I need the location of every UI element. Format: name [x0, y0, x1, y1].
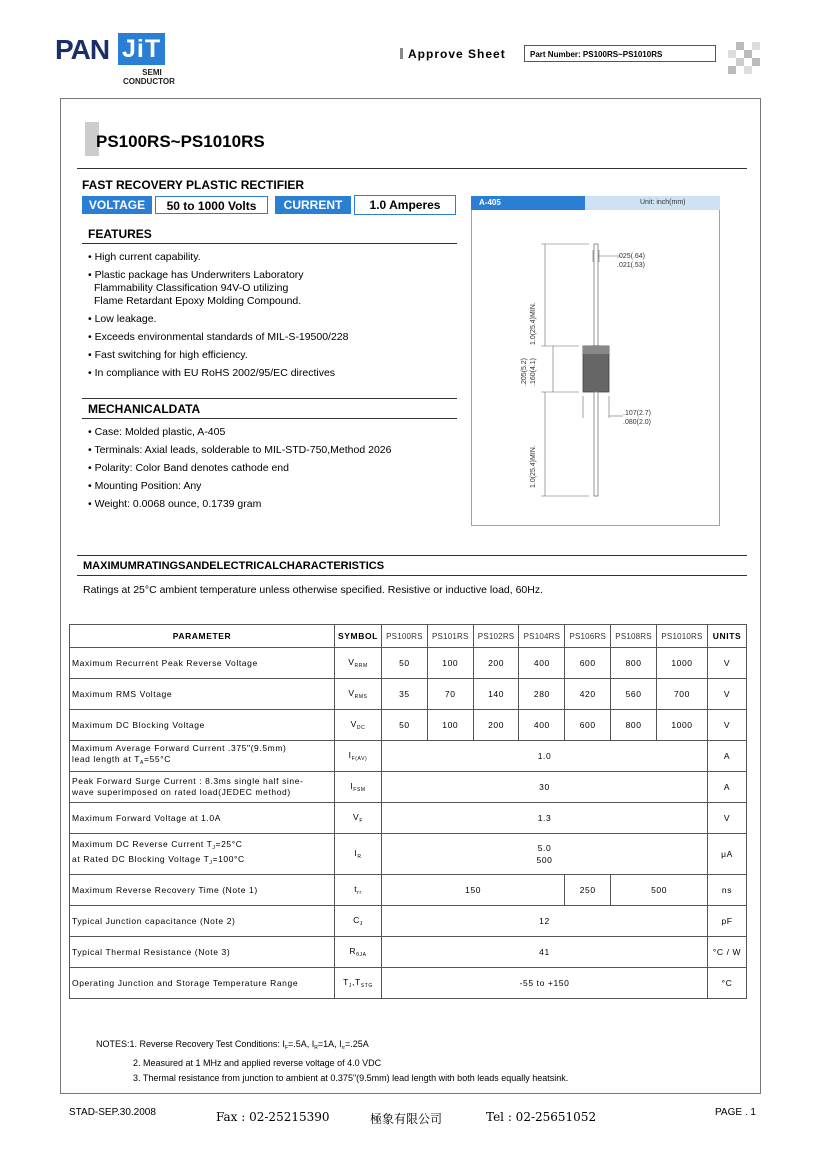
part-number-box: [524, 45, 716, 62]
col-part: PS106RS: [565, 625, 611, 648]
mechanical-item: • Weight: 0.0068 ounce, 0.1739 gram: [88, 498, 262, 510]
table-row: Peak Forward Surge Current : 8.3ms single half sine- wave superimposed on rated load(JEDEC method) $I_{FSM}$ 30 A: [70, 772, 747, 803]
feature-item: • Low leakage.: [88, 313, 157, 325]
feature-item: • Plastic package has Underwriters Laboratory Flammability Classification 94V-O utilizing Flame Retardant Epoxy Molding Compound.: [88, 269, 304, 307]
body-dia-dim: [623, 409, 651, 427]
ratings-top-divider: [77, 555, 747, 556]
lead-dia-max: .025(.64): [617, 253, 646, 260]
top-lead-length: 1.0(25.4)MIN.: [530, 302, 537, 345]
footer-tel: Tel : 02-25651052: [486, 1110, 597, 1124]
approve-sheet-label: Approve Sheet: [400, 47, 506, 61]
part-number-label: Part Number:: [530, 50, 581, 59]
diode-outline-drawing: [471, 210, 720, 526]
title-divider: [77, 168, 747, 169]
mechanical-top-divider: [82, 398, 457, 399]
body-dia-min: .080(2.0): [623, 419, 652, 426]
feature-item: • In compliance with EU RoHS 2002/95/EC directives: [88, 367, 336, 379]
current-label: CURRENT: [275, 196, 351, 214]
package-name: A-405: [471, 196, 585, 210]
col-part: PS102RS: [473, 625, 519, 648]
logo-sub-semi: SEMI: [142, 68, 162, 77]
ratings-note: Ratings at 25°C ambient temperature unless otherwise specified. Resistive or inductive load, 60Hz.: [83, 584, 544, 596]
mechanical-divider: [82, 418, 457, 419]
features-divider: [82, 243, 457, 244]
product-subtitle: FAST RECOVERY PLASTIC RECTIFIER: [82, 178, 305, 192]
bottom-lead-length: 1.0(25.4)MIN.: [530, 445, 537, 488]
col-units: UNITS: [708, 625, 747, 648]
lead-dia-min: .021(.53): [617, 262, 646, 269]
table-row: Operating Junction and Storage Temperature Range $T_J,T_{STG}$ -55 to +150 °C: [70, 968, 747, 999]
table-row: Typical Thermal Resistance (Note 3) $R_{\theta JA}$ 41 °C / W: [70, 937, 747, 968]
body-dia-max: .107(2.7): [623, 410, 652, 417]
decorative-squares: [728, 42, 760, 74]
body-length-dim: [520, 326, 538, 386]
mechanical-title: MECHANICALDATA: [88, 402, 201, 416]
table-row: Maximum DC Reverse Current $T_J=25^\circ C$ at Rated DC Blocking Voltage $T_J=100^\circ C$ $I_R$ 5.0 500 μA: [70, 834, 747, 875]
mechanical-item: • Case: Molded plastic, A-405: [88, 426, 226, 438]
table-row: Maximum DC Blocking Voltage $V_{DC}$ 50 100 200 400 600 800 1000 V: [70, 710, 747, 741]
logo-pan: PAN: [55, 34, 110, 65]
ratings-title: MAXIMUMRATINGSANDELECTRICALCHARACTERISTICS: [83, 560, 385, 572]
notes: [96, 1037, 568, 1086]
logo-jit: JiT: [118, 33, 165, 65]
diagram-unit: Unit: inch(mm): [640, 199, 686, 206]
col-part: PS104RS: [519, 625, 565, 648]
body-length-max: .205(5.2): [521, 357, 528, 386]
current-value: 1.0 Amperes: [354, 195, 456, 215]
logo-subtitle: [123, 68, 175, 86]
mechanical-item: • Polarity: Color Band denotes cathode end: [88, 462, 289, 474]
footer-company: 極象有限公司: [370, 1112, 443, 1126]
voltage-value: 50 to 1000 Volts: [155, 196, 268, 214]
mechanical-list: [88, 426, 458, 516]
note-1: NOTES:1. Reverse Recovery Test Conditions: $I_F=.5A$, $I_R=1A$, $I_{rr}=.25A$: [96, 1039, 369, 1051]
col-part: PS1010RS: [656, 625, 707, 648]
table-row: Maximum Forward Voltage at 1.0A $V_F$ 1.3 V: [70, 803, 747, 834]
table-row: Maximum Average Forward Current .375"(9.5mm) lead length at $T_A=55^\circ C$ $I_{F(AV)}$ 1.0 A: [70, 741, 747, 772]
mechanical-item: • Terminals: Axial leads, solderable to MIL-STD-750,Method 2026: [88, 444, 392, 456]
ratings-table: [69, 624, 747, 999]
footer-page: PAGE . 1: [715, 1107, 756, 1118]
features-title: FEATURES: [88, 227, 152, 241]
feature-item: • Fast switching for high efficiency.: [88, 349, 248, 361]
note-3: 3. Thermal resistance from junction to ambient at 0.375"(9.5mm) lead length with both leads equally heatsink.: [133, 1073, 569, 1083]
table-header-row: [70, 625, 747, 648]
features-list: [88, 251, 458, 385]
col-part: PS108RS: [611, 625, 657, 648]
footer-date: STAD-SEP.30.2008: [69, 1107, 156, 1118]
footer-fax: Fax : 02-25215390: [216, 1110, 330, 1124]
col-symbol: SYMBOL: [335, 625, 382, 648]
col-parameter: PARAMETER: [70, 625, 335, 648]
voltage-label: VOLTAGE: [82, 196, 152, 214]
feature-item: • High current capability.: [88, 251, 201, 263]
page-title: PS100RS~PS1010RS: [96, 132, 265, 151]
table-row: Maximum RMS Voltage $V_{RMS}$ 35 70 140 280 420 560 700 V: [70, 679, 747, 710]
lead-dia-dim: [617, 252, 645, 270]
table-row: Typical Junction capacitance (Note 2) $C_J$ 12 pF: [70, 906, 747, 937]
logo-sub-conductor: CONDUCTOR: [123, 77, 175, 86]
note-2: 2. Measured at 1 MHz and applied reverse voltage of 4.0 VDC: [133, 1058, 382, 1068]
table-row: Maximum Reverse Recovery Time (Note 1) $t_{rr}$ 150 250 500 ns: [70, 875, 747, 906]
col-part: PS101RS: [427, 625, 473, 648]
ratings-divider: [77, 575, 747, 576]
body-length-min: .160(4.1): [530, 357, 537, 386]
feature-item: • Exceeds environmental standards of MIL-S-19500/228: [88, 331, 349, 343]
table-row: Maximum Recurrent Peak Reverse Voltage $V_{RRM}$ 50 100 200 400 600 800 1000 V: [70, 648, 747, 679]
mechanical-item: • Mounting Position: Any: [88, 480, 202, 492]
part-number-value: PS100RS~PS1010RS: [582, 50, 663, 59]
col-part: PS100RS: [382, 625, 428, 648]
